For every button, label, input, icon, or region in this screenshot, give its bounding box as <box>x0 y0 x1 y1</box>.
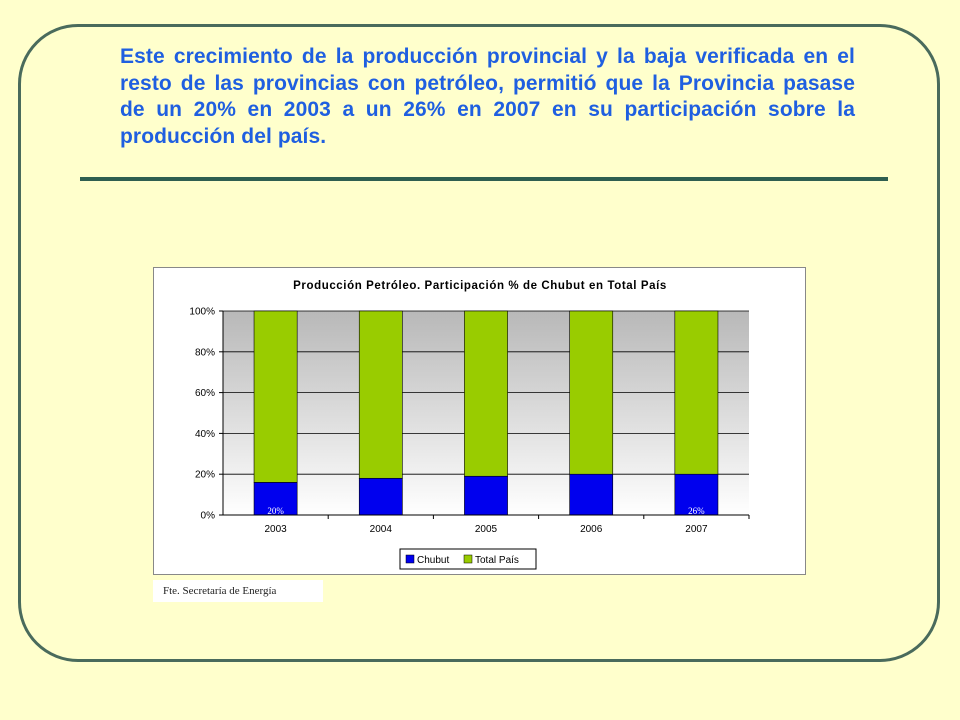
bar-chubut-2004 <box>359 478 402 515</box>
bar-chubut-2005 <box>464 476 507 515</box>
source-note: Fte. Secretaría de Energía <box>153 580 323 602</box>
y-tick-label: 0% <box>200 510 215 522</box>
legend-swatch-chubut <box>406 555 414 563</box>
y-tick-label: 20% <box>194 469 215 481</box>
x-tick-label: 2007 <box>685 524 708 535</box>
bar-total-pais-2007 <box>675 311 718 474</box>
data-label-2003: 20% <box>267 506 284 516</box>
x-tick-label: 2003 <box>264 524 287 535</box>
chart-title: Producción Petróleo. Participación % de Chubut en Total País <box>293 280 667 292</box>
slide-heading: Este crecimiento de la producción provincial y la baja verificada en el resto de las provincias con petróleo, permitió que la Provincia pasase de un 20% en 2003 a un 26% en 2007 en su participación sobre la producción del país. <box>120 45 855 148</box>
bar-total-pais-2003 <box>254 311 297 482</box>
legend-label-chubut: Chubut <box>417 555 450 566</box>
legend-swatch-total <box>464 555 472 563</box>
stacked-bar-chart <box>154 268 805 574</box>
bar-chubut-2006 <box>570 474 613 515</box>
legend-label-total: Total País <box>475 555 519 566</box>
heading-divider <box>80 177 888 181</box>
chart-legend <box>400 549 536 569</box>
x-tick-label: 2004 <box>369 524 392 535</box>
y-tick-label: 60% <box>194 388 215 400</box>
y-tick-label: 40% <box>194 428 215 440</box>
chart-container <box>153 267 806 575</box>
data-label-2007: 26% <box>688 506 705 516</box>
y-tick-label: 100% <box>189 306 215 318</box>
x-tick-label: 2006 <box>580 524 603 535</box>
y-tick-label: 80% <box>194 347 215 359</box>
bar-total-pais-2004 <box>359 311 402 478</box>
bar-total-pais-2005 <box>464 311 507 476</box>
x-tick-label: 2005 <box>474 524 498 535</box>
bar-total-pais-2006 <box>570 311 613 474</box>
